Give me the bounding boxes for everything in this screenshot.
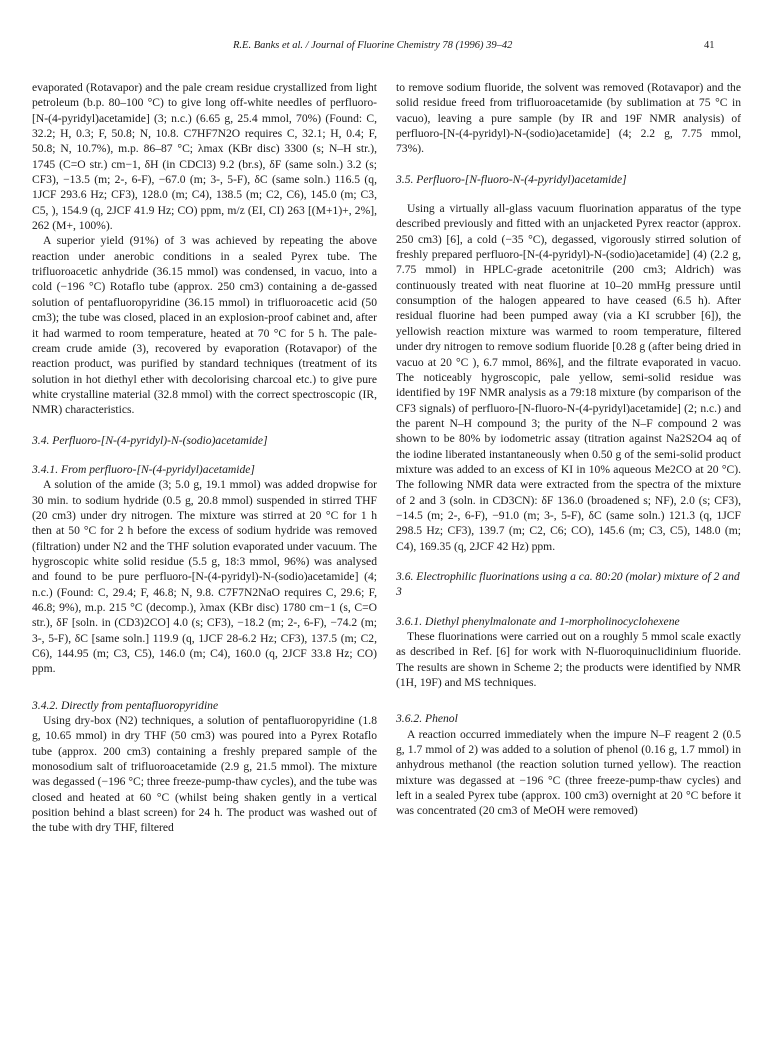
paragraph: to remove sodium fluoride, the solvent was removed (Rotavapor) and the solid residue freed from trifluoroacetamide (by sublimation at 75 °C in vacuo), leaving a pure sample (by IR and 19F NMR analysis) of perfluoro-[N-(4-pyridyl)-N-(sodio)acetamide] (4; 2.2 g, 7.75 mmol, 73%). [396, 81, 741, 156]
left-column [32, 80, 377, 836]
right-column [396, 80, 741, 819]
paragraph: A superior yield (91%) of 3 was achieved by repeating the above reaction under anerobic conditions in a sealed Pyrex tube. The trifluoroacetic anhydride (36.15 mmol) was condensed, in vacuo, into a cold (−196 °C) Rotaflo tube (approx. 250 cm3) containing a de-gassed solution of pentafluoropyridine (36.15 mmol) in trifluoroacetic acid (50 cm3); the tube was closed, placed in an explosion-proof cabinet and, after it had warmed to room temperature, heated at 70 °C for 5 h. The pale-cream crude amide (3), recovered by evaporation (Rotavapor) of the reaction product, was purified by standard techniques (treatment of its solution in hot diethyl ether with decolorising charcoal etc.) to give pure white crystalline material (32.8 mmol) with the correct spectroscopic (IR, NMR) characteristics. [32, 234, 377, 417]
subsection-heading: 3.6.2. Phenol [396, 712, 458, 726]
paragraph: A reaction occurred immediately when the impure N–F reagent 2 (0.5 g, 1.7 mmol of 2) was added to a solution of phenol (0.16 g, 1.7 mmol) in anhydrous methanol (the reaction solution turned yellow). The reaction mixture was degassed at −196 °C (three freeze-pump-thaw cycles) and left in a sealed Pyrex tube (approx. 100 cm3) overnight at 20 °C before it was concentrated (20 cm3 of MeOH were removed) [396, 727, 741, 818]
page-header [0, 40, 768, 56]
subsection-heading: 3.4.1. From perfluoro-[N-(4-pyridyl)acetamide] [32, 462, 255, 476]
subsection-heading: 3.4.2. Directly from pentafluoropyridine [32, 698, 219, 712]
paragraph: These fluorinations were carried out on a roughly 5 mmol scale exactly as described in Ref. [6] for work with N-fluoroquinuclidinium fluoride. The results are shown in Scheme 2; the products were identified by NMR (1H, 19F) and MS techniques. [396, 630, 741, 690]
section-heading: 3.6. Electrophilic fluorinations using a ca. 80:20 (molar) mixture of 2 and 3 [396, 569, 740, 599]
running-head: R.E. Banks et al. / Journal of Fluorine Chemistry 78 (1996) 39–42 [233, 40, 513, 51]
subsection-heading: 3.6.1. Diethyl phenylmalonate and 1-morpholinocyclohexene [396, 614, 680, 628]
paragraph: evaporated (Rotavapor) and the pale cream residue crystallized from light petroleum (b.p. 80–100 °C) to give long off-white needles of perfluoro-[N-(4-pyridyl)acetamide] (3; n.c.) (6.65 g, 25.4 mmol, 70%) (Found: C, 32.2; H, 0.3; F, 50.8; N, 10.8. C7HF7N2O requires C, 32.1; H, 0.4; F, 50.8; N, 10.7%), m.p. 86–87 °C; λmax (KBr disc) 3300 (s; N–H str.), 1745 (C=O str.) cm−1, δH (in CDCl3) 9.2 (br.s), δF (same soln.) 3.2 (s; CF3), −13.5 (m; 2-, 6-F), −67.0 (m; 3-, 5-F), δC (same soln.) 116.5 (q, 1JCF 293.6 Hz; CF3), 128.0 (m; C4), 138.5 (m; C2, C6), 145.0 (m; C3, C5, ), 154.9 (q, 2JCF 41.9 Hz; CO) ppm, m/z (EI, CI) 263 [(M+1)+, 2%], 262 (M+, 100%). [32, 81, 377, 233]
paragraph: Using a virtually all-glass vacuum fluorination apparatus of the type described previously and fitted with an unjacketed Pyrex reactor (approx. 250 cm3) [6], a cold (−35 °C), degassed, vigorously stirred solution of freshly prepared perfluoro-[N-(4-pyridyl)-N-(sodio)acetamide] (4) (2.2 g, 7.75 mmol) in HPLC-grade acetonitrile (200 cm3; Aldrich) was continuously treated with neat fluorine at 10–20 mmHg pressure until consumption of the halogen appeared to have ceased (6.5 h). After residual fluorine had been pumped away (via a KI scrubber [6]), the yellowish reaction mixture was warmed to room temperature, filtered under dry nitrogen to remove sodium fluoride [0.28 g (after being dried in vacuo at 20 °C ), 6.7 mmol, 86%], and the filtrate evaporated in vacuo. The noticeably hygroscopic, pale yellow, semi-solid residue was identified by 19F NMR analysis as a 79:18 mixture (by comparison of the CF3 signals) of perfluoro-[N-fluoro-N-(4-pyridyl)acetamide] (2; n.c.) and the parent N–H compound 3; the purity of the N–F compound 2 was shown to be 80% by iodometric assay (titration against Na2S2O4 aq of the iodine liberated instantaneously when 0.50 g of the semi-solid product mixture was added to an excess of KI in 10% aqueous Me2CO at 20 °C). The following NMR data were extracted from the spectra of the mixture of 2 and 3 (soln. in CD3CN): δF 136.0 (broadened s; NF), 2.0 (s; CF3), −14.5 (m; 2-, 6-F), −91.0 (m; 3-, 5-F), δC (same soln.) 121.3 (q, 1JCF 298.5 Hz; CF3), 139.7 (m; C2, C6; CO), 145.6 (m; C3, C5), 148.0 (m; C4), 169.35 (q, 2JCF 42 Hz) ppm. [396, 202, 741, 553]
paragraph: Using dry-box (N2) techniques, a solution of pentafluoropyridine (1.8 g, 10.65 mmol) in dry THF (50 cm3) was poured into a Pyrex Rotaflo tube (approx. 200 cm3) containing a freshly prepared sample of the monosodium salt of trifluoroacetamide (2.9 g, 21.5 mmol). The mixture was degassed (−196 °C; three freeze-pump-thaw cycles), and the tube was closed and heated at 60 °C (whilst being shaken gently in a vertical position behind a blast screen) for 24 h. The product was washed out of the tube with dry THF, filtered [32, 714, 378, 835]
paragraph: A solution of the amide (3; 5.0 g, 19.1 mmol) was added dropwise for 30 min. to sodium hydride (0.5 g, 20.8 mmol) suspended in stirred THF (20 cm3) under dry nitrogen. The mixture was stirred at 20 °C for 1 h then at 50 °C for 2 h before the excess of sodium hydride was removed (filtration) under N2 and the THF solution evaporated under vacuum. The hygroscopic white solid residue (5.5 g, 18:3 mmol, 96%) was analysed and found to be pure perfluoro-[N-(4-pyridyl)-N-(sodio)acetamide] (4; n.c.) (Found: C, 29.4; F, 46.8; N, 9.8. C7F7N2NaO requires C, 29.6; F, 46.8; 9%), m.p. 215 °C (decomp.), λmax (KBr disc) 1780 cm−1 (s, C=O str.), δF [soln. in (CD3)2CO] 4.0 (s; CF3), −18.2 (m; 2-, 6-F), −74.2 (m; 3-, 5-F), δC [same soln.] 119.9 (q, 1JCF 28-6.2 Hz; CF3), 137.5 (m; C2, C6), 144.95 (m; C3, C5), 146.0 (m; C4), 160.0 (q, 2JCF 33.8 Hz; CO) ppm. [32, 478, 377, 676]
page-number: 41 [704, 40, 715, 51]
section-heading: 3.4. Perfluoro-[N-(4-pyridyl)-N-(sodio)acetamide] [32, 433, 268, 447]
section-heading: 3.5. Perfluoro-[N-fluoro-N-(4-pyridyl)acetamide] [396, 172, 627, 186]
